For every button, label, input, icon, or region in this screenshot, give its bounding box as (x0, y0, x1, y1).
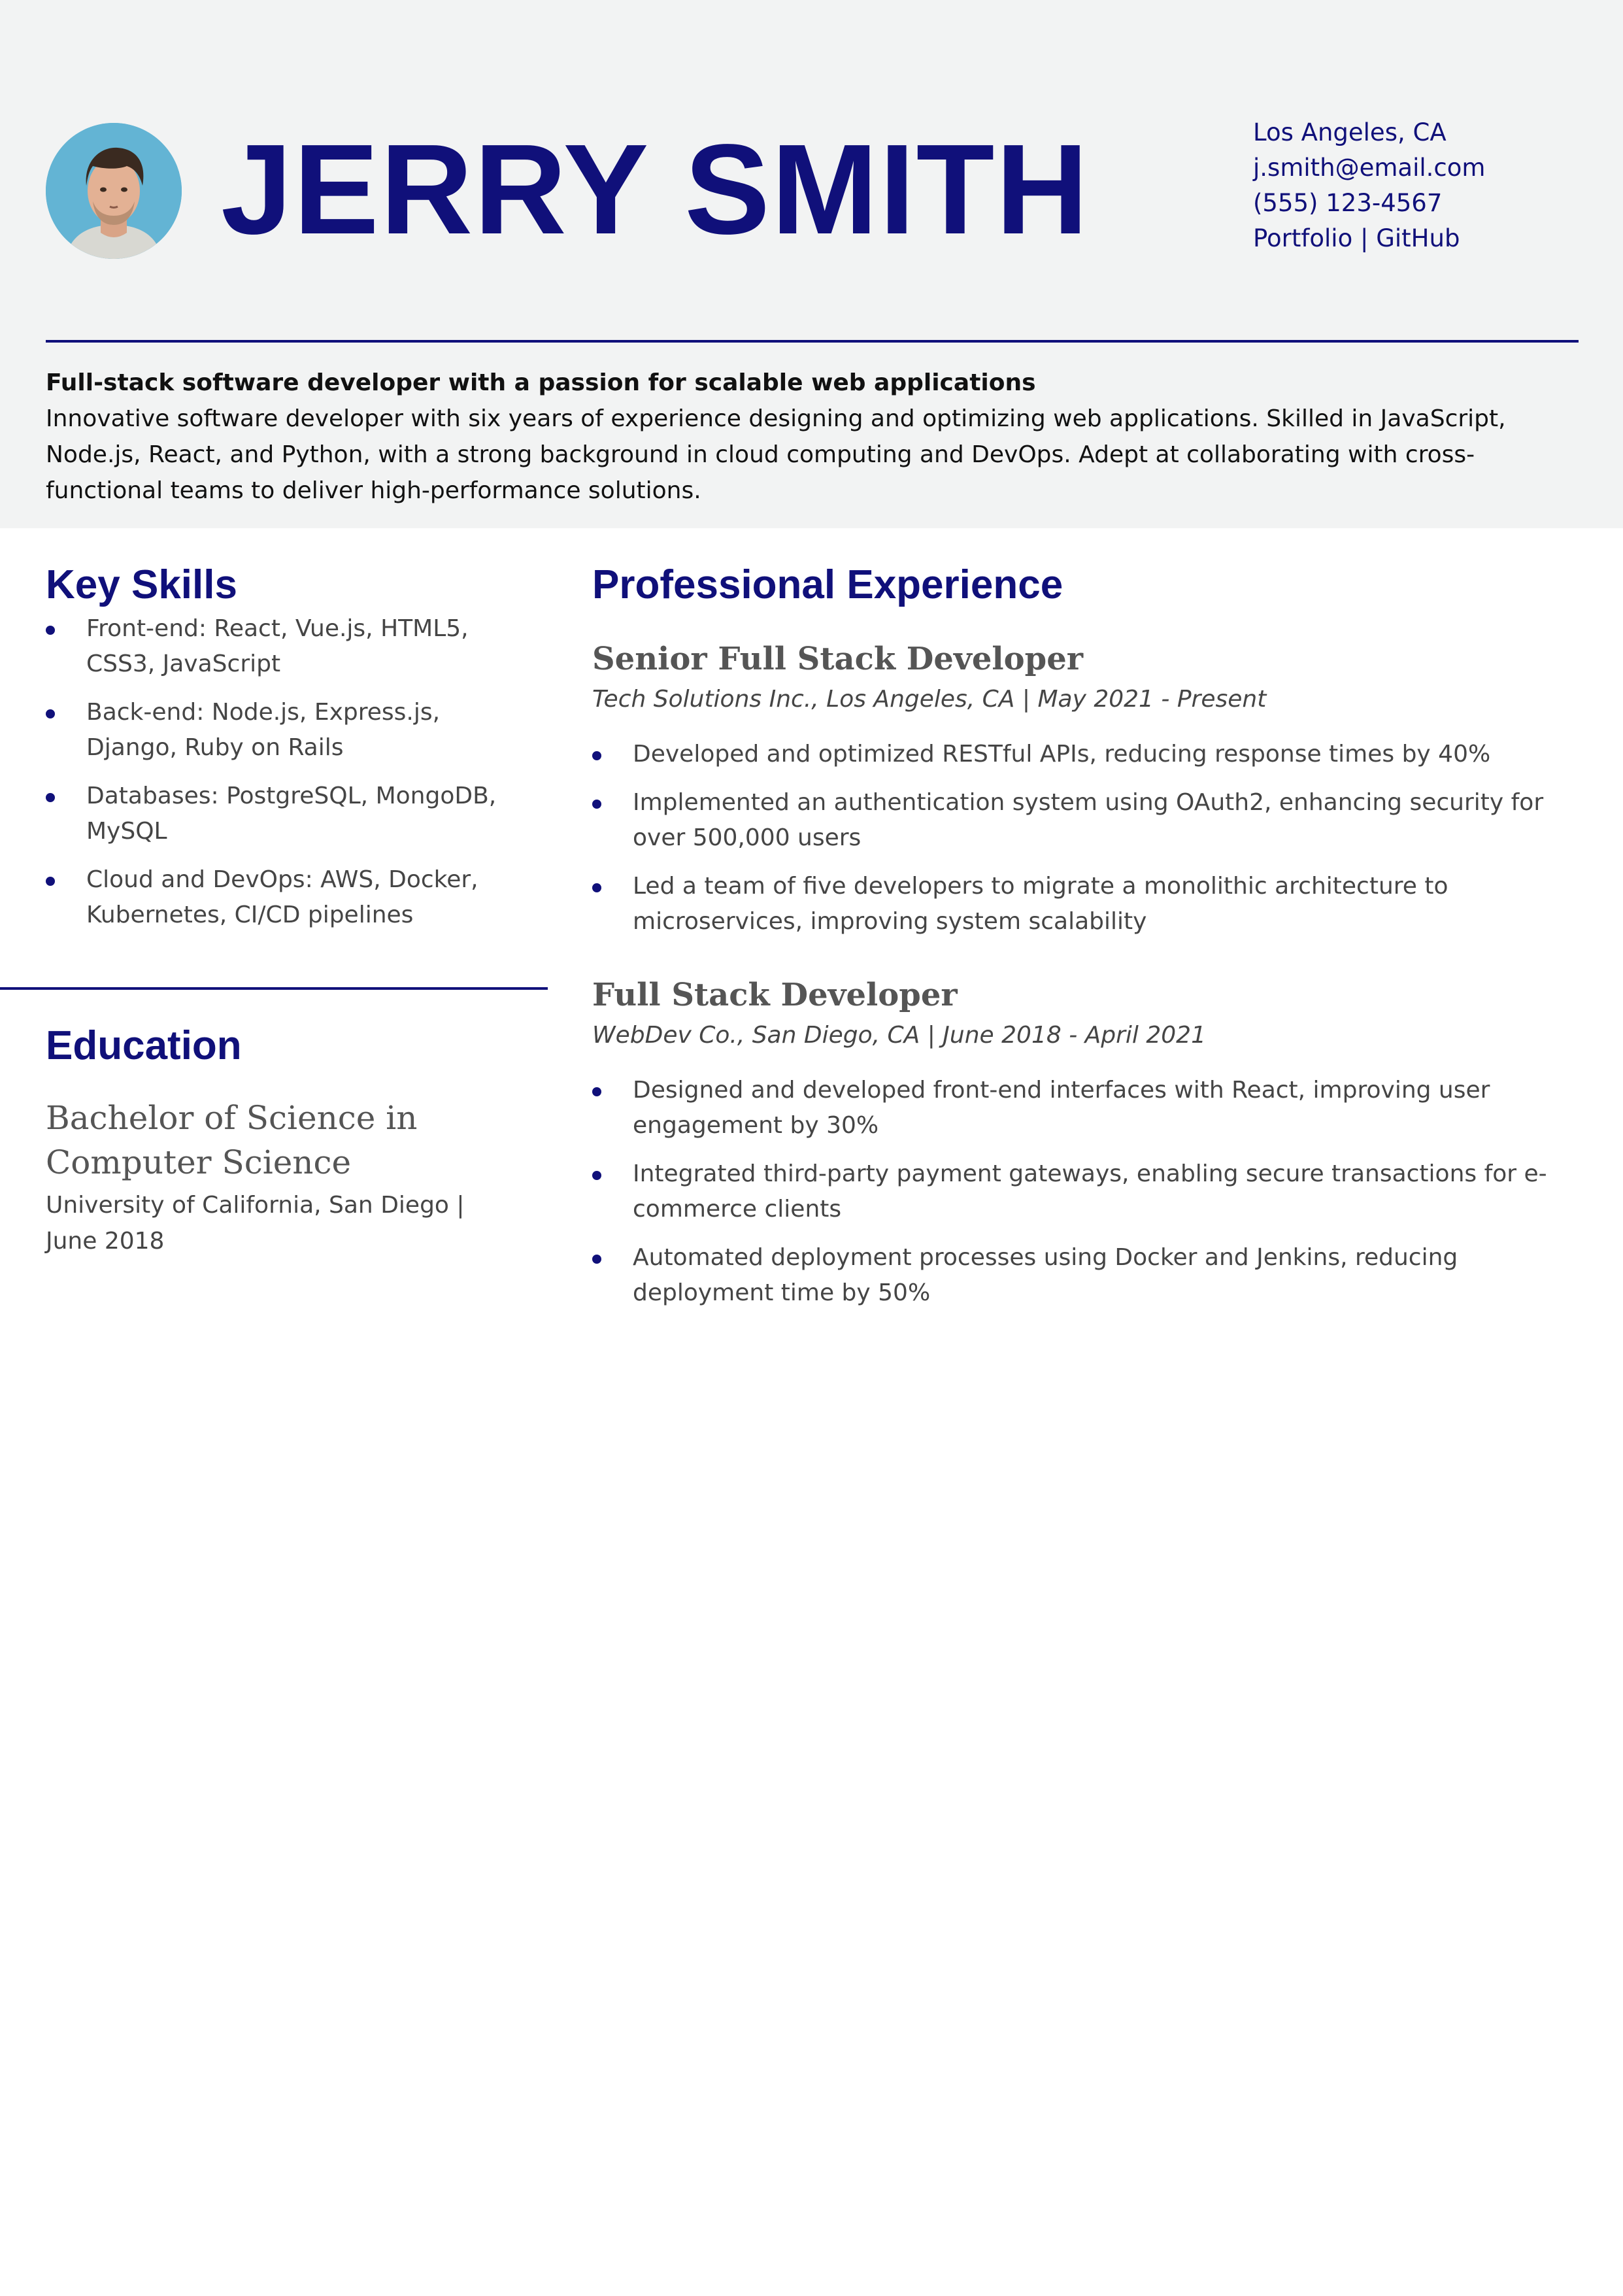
job-meta: WebDev Co., San Diego, CA | June 2018 - April 2021 (592, 1022, 1206, 1049)
job-title: Senior Full Stack Developer (592, 641, 1084, 677)
bullet-text: Led a team of five developers to migrate a monolithic architecture to microservices, improving system scalability (633, 873, 1448, 935)
bullet-icon (592, 751, 601, 760)
summary-headline: Full-stack software developer with a passion for scalable web applications (46, 369, 1036, 396)
bullet-icon (592, 1171, 601, 1180)
link-separator: | (1360, 224, 1369, 252)
profile-photo (46, 123, 182, 259)
skill-text: Front-end: React, Vue.js, HTML5, CSS3, JavaScript (86, 615, 469, 677)
candidate-name: JERRY SMITH (221, 118, 1090, 261)
job-bullets (592, 1073, 1573, 1311)
education-heading: Education (46, 1023, 242, 1068)
bullet-text: Automated deployment processes using Docker and Jenkins, reducing deployment time by 50% (633, 1244, 1458, 1306)
bullet-icon (46, 793, 55, 802)
job-entry (592, 637, 1573, 939)
contact-location: Los Angeles, CA (1253, 118, 1447, 146)
bullet-icon (592, 1087, 601, 1096)
summary-text: Innovative software developer with six years of experience designing and optimizing web applications. Skilled in JavaScript, Node.js, React, and Python, with a strong background in cloud computing and DevOps. Adept at collaborating with cross-functional teams to deliver high-performance solutions. (46, 405, 1506, 504)
contact-phone[interactable]: (555) 123-4567 (1253, 189, 1443, 217)
list-item (46, 862, 516, 933)
bullet-icon (46, 626, 55, 635)
contact-info (1253, 115, 1485, 256)
experience-section (592, 559, 1573, 1324)
bullet-icon (592, 800, 601, 809)
skill-text: Back-end: Node.js, Express.js, Django, Ruby on Rails (86, 699, 441, 761)
bullet-text: Implemented an authentication system using OAuth2, enhancing security for over 500,000 users (633, 789, 1544, 851)
bullet-text: Integrated third-party payment gateways, enabling secure transactions for e-commerce clients (633, 1160, 1547, 1223)
bullet-icon (46, 877, 55, 886)
resume-header (0, 0, 1623, 528)
list-item (592, 1073, 1573, 1143)
skills-divider (0, 987, 548, 990)
github-link[interactable]: GitHub (1376, 224, 1460, 252)
contact-links (1253, 221, 1485, 256)
list-item (592, 1240, 1573, 1311)
skill-text: Databases: PostgreSQL, MongoDB, MySQL (86, 783, 497, 845)
list-item (592, 869, 1573, 939)
bullet-icon (592, 883, 601, 892)
list-item (592, 737, 1573, 772)
skill-text: Cloud and DevOps: AWS, Docker, Kubernetes, CI/CD pipelines (86, 866, 478, 928)
experience-heading: Professional Experience (592, 562, 1063, 607)
list-item (592, 1156, 1573, 1227)
list-item (46, 611, 516, 682)
portfolio-link[interactable]: Portfolio (1253, 224, 1353, 252)
bullet-text: Developed and optimized RESTful APIs, reducing response times by 40% (633, 741, 1491, 768)
job-bullets (592, 737, 1573, 939)
bullet-icon (46, 709, 55, 718)
header-divider (46, 340, 1579, 343)
list-item (592, 785, 1573, 856)
education-details: University of California, San Diego | June 2018 (46, 1192, 465, 1255)
skills-section (46, 559, 516, 946)
job-meta: Tech Solutions Inc., Los Angeles, CA | May 2021 - Present (592, 686, 1267, 713)
bullet-text: Designed and developed front-end interfaces with React, improving user engagement by 30% (633, 1077, 1490, 1139)
contact-email[interactable]: j.smith@email.com (1253, 154, 1486, 182)
degree-title: Bachelor of Science in Computer Science (46, 1099, 418, 1181)
education-section (46, 1020, 516, 1259)
job-title: Full Stack Developer (592, 977, 958, 1013)
job-entry (592, 973, 1573, 1311)
skills-heading: Key Skills (46, 562, 237, 607)
bullet-icon (592, 1255, 601, 1264)
summary-section (46, 365, 1588, 509)
list-item (46, 779, 516, 849)
skills-list (46, 611, 516, 933)
profile-photo-illustration (46, 123, 182, 259)
list-item (46, 695, 516, 766)
